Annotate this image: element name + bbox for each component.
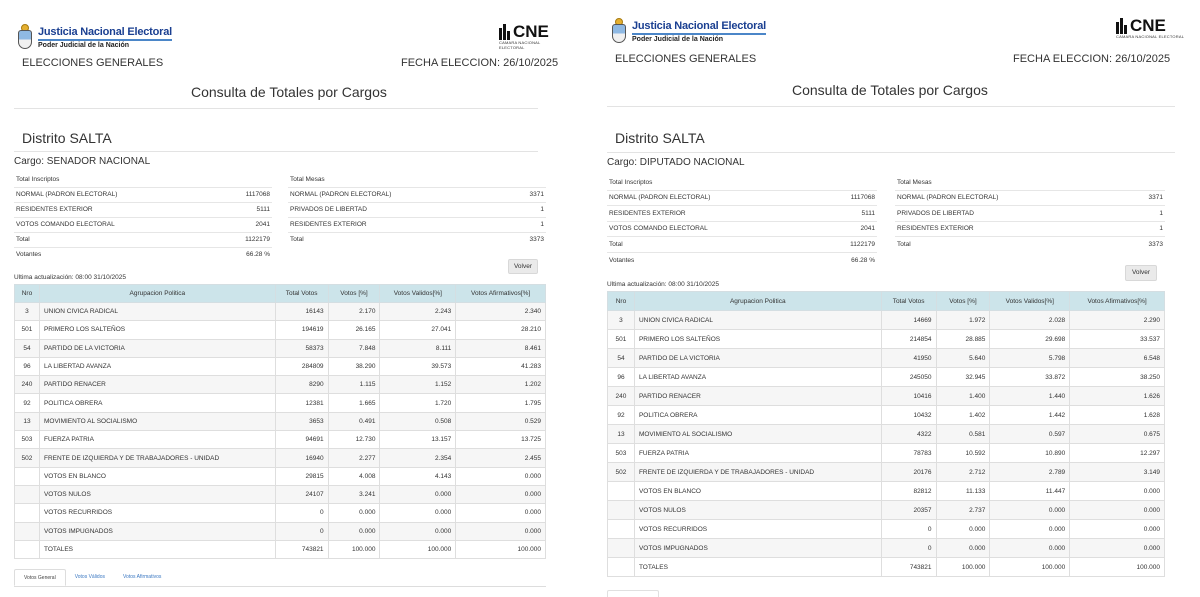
cell-votos-pct: 100.000 <box>328 540 380 558</box>
elecciones-label: ELECCIONES GENERALES <box>615 53 757 65</box>
cell-votos-validos: 0.000 <box>380 485 456 503</box>
table-row <box>15 485 546 503</box>
cell-votos-afirmativos: 13.725 <box>456 431 546 449</box>
cell-votos-pct: 11.133 <box>936 482 990 501</box>
inscriptos-value: 1122179 <box>217 232 272 247</box>
cell-votos-pct: 3.241 <box>328 485 380 503</box>
col-votos-validos[interactable]: Votos Validos[%] <box>380 285 456 303</box>
table-row <box>15 357 546 375</box>
panel-diputado <box>595 0 1200 597</box>
cell-votos-pct: 10.592 <box>936 444 990 463</box>
mesas-value: 3371 <box>1125 190 1165 206</box>
col-agrupacion[interactable]: Agrupacion Politica <box>39 285 275 303</box>
cell-votos-afirmativos: 12.297 <box>1070 444 1165 463</box>
cell-votos-validos: 2.243 <box>380 303 456 321</box>
results-table <box>14 284 546 559</box>
mesas-label: RESIDENTES EXTERIOR <box>895 221 1125 237</box>
cell-votos-pct: 1.972 <box>936 311 990 330</box>
ultima-actualizacion: Ultima actualización: 08:00 31/10/2025 <box>14 274 127 281</box>
cell-agrupacion: VOTOS EN BLANCO <box>634 482 881 501</box>
cne-bars-icon <box>499 24 511 40</box>
cell-total-votos: 82812 <box>881 482 936 501</box>
cell-votos-validos: 1.720 <box>380 394 456 412</box>
inscriptos-value: 1117068 <box>819 190 877 206</box>
cell-votos-afirmativos: 0.000 <box>456 504 546 522</box>
cell-total-votos: 29815 <box>275 467 328 485</box>
votantes-value: 66.28 % <box>819 252 877 268</box>
col-nro[interactable]: Nro <box>608 292 635 311</box>
cell-agrupacion: POLITICA OBRERA <box>39 394 275 412</box>
cell-votos-afirmativos: 0.000 <box>456 522 546 540</box>
cell-votos-pct: 38.290 <box>328 357 380 375</box>
inscriptos-label: Total <box>14 232 217 247</box>
cell-total-votos: 214854 <box>881 330 936 349</box>
cell-total-votos: 10432 <box>881 406 936 425</box>
cell-votos-afirmativos: 0.000 <box>456 485 546 503</box>
cne-label: CNE <box>1130 16 1166 35</box>
cell-votos-pct: 12.730 <box>328 431 380 449</box>
cell-votos-afirmativos: 0.000 <box>1070 520 1165 539</box>
jne-logo <box>609 18 766 45</box>
divider <box>14 108 538 109</box>
cell-nro: 13 <box>15 412 40 430</box>
cell-votos-afirmativos: 8.461 <box>456 339 546 357</box>
inscriptos-value: 1122179 <box>819 237 877 253</box>
cell-votos-afirmativos: 41.283 <box>456 357 546 375</box>
cell-nro: 13 <box>608 425 635 444</box>
votantes-label: Votantes <box>607 252 819 268</box>
org-subtitle: Poder Judicial de la Nación <box>632 36 724 43</box>
cell-votos-pct: 2.277 <box>328 449 380 467</box>
mesas-label: PRIVADOS DE LIBERTAD <box>288 202 508 217</box>
cell-votos-pct: 1.400 <box>936 387 990 406</box>
cell-agrupacion: UNION CIVICA RADICAL <box>634 311 881 330</box>
cell-votos-pct: 0.581 <box>936 425 990 444</box>
cell-votos-pct: 7.848 <box>328 339 380 357</box>
cell-agrupacion: VOTOS RECURRIDOS <box>39 504 275 522</box>
inscriptos-label: VOTOS COMANDO ELECTORAL <box>14 217 217 232</box>
cell-nro: 240 <box>15 376 40 394</box>
table-row <box>608 482 1165 501</box>
table-row <box>15 504 546 522</box>
cell-votos-afirmativos: 6.548 <box>1070 349 1165 368</box>
cell-votos-validos: 29.698 <box>990 330 1070 349</box>
cell-nro: 3 <box>608 311 635 330</box>
table-row <box>15 467 546 485</box>
cell-votos-pct: 2.170 <box>328 303 380 321</box>
cell-agrupacion: MOVIMIENTO AL SOCIALISMO <box>39 412 275 430</box>
cell-agrupacion: FRENTE DE IZQUIERDA Y DE TRABAJADORES - UNIDAD <box>634 463 881 482</box>
table-row <box>15 376 546 394</box>
mesas-label: Total <box>895 237 1125 253</box>
cne-subtitle: CAMARA NACIONAL ELECTORAL <box>499 40 541 50</box>
cell-total-votos: 4322 <box>881 425 936 444</box>
cell-votos-afirmativos: 0.000 <box>1070 539 1165 558</box>
cell-nro <box>15 540 40 558</box>
cell-total-votos: 245050 <box>881 368 936 387</box>
inscriptos-value: 5111 <box>217 202 272 217</box>
inscriptos-table <box>14 173 272 262</box>
col-total-votos[interactable]: Total Votos <box>881 292 936 311</box>
cell-votos-validos: 5.798 <box>990 349 1070 368</box>
cell-votos-afirmativos: 0.000 <box>1070 501 1165 520</box>
cell-nro: 54 <box>15 339 40 357</box>
totals-row <box>608 558 1165 577</box>
cell-votos-validos: 0.000 <box>990 539 1070 558</box>
cell-nro: 503 <box>15 431 40 449</box>
inscriptos-label: NORMAL (PADRON ELECTORAL) <box>607 190 819 206</box>
cell-total-votos: 16143 <box>275 303 328 321</box>
fecha-eleccion: FECHA ELECCION: 26/10/2025 <box>401 57 559 69</box>
cell-agrupacion: POLITICA OBRERA <box>634 406 881 425</box>
cell-agrupacion: UNION CIVICA RADICAL <box>39 303 275 321</box>
divider <box>607 152 1175 153</box>
mesas-value: 1 <box>508 202 546 217</box>
cell-total-votos: 3653 <box>275 412 328 430</box>
cell-total-votos: 284809 <box>275 357 328 375</box>
cell-total-votos: 194619 <box>275 321 328 339</box>
inscriptos-label: RESIDENTES EXTERIOR <box>607 206 819 222</box>
results-table <box>607 291 1165 577</box>
cell-votos-afirmativos: 3.149 <box>1070 463 1165 482</box>
cell-agrupacion: VOTOS RECURRIDOS <box>634 520 881 539</box>
cell-total-votos: 743821 <box>881 558 936 577</box>
jne-logo <box>15 24 172 51</box>
tab-votos-afirmativos[interactable]: Votos Afirmativos <box>123 574 162 580</box>
elecciones-label: ELECCIONES GENERALES <box>22 57 164 69</box>
cell-agrupacion: TOTALES <box>39 540 275 558</box>
inscriptos-value: 5111 <box>819 206 877 222</box>
cell-total-votos: 94691 <box>275 431 328 449</box>
cell-votos-pct: 1.115 <box>328 376 380 394</box>
col-agrupacion[interactable]: Agrupacion Politica <box>634 292 881 311</box>
inscriptos-table <box>607 175 877 268</box>
table-row <box>608 539 1165 558</box>
cne-logo <box>1116 17 1184 39</box>
cell-total-votos: 58373 <box>275 339 328 357</box>
cell-votos-afirmativos: 0.000 <box>456 467 546 485</box>
cell-total-votos: 78783 <box>881 444 936 463</box>
cell-votos-pct: 1.665 <box>328 394 380 412</box>
mesas-value: 3373 <box>508 232 546 247</box>
distrito-title: Distrito SALTA <box>615 130 705 146</box>
cell-nro: 96 <box>15 357 40 375</box>
cell-agrupacion: FUERZA PATRIA <box>634 444 881 463</box>
table-row <box>15 412 546 430</box>
inscriptos-value: 1117068 <box>217 187 272 202</box>
tab-stub[interactable] <box>607 590 659 597</box>
inscriptos-value: 2041 <box>819 221 877 237</box>
cell-votos-validos: 2.354 <box>380 449 456 467</box>
cell-votos-afirmativos: 2.455 <box>456 449 546 467</box>
cell-nro <box>15 504 40 522</box>
cell-votos-validos: 0.597 <box>990 425 1070 444</box>
cell-agrupacion: FUERZA PATRIA <box>39 431 275 449</box>
distrito-title: Distrito SALTA <box>22 130 112 146</box>
mesas-label: Total <box>288 232 508 247</box>
cell-agrupacion: VOTOS NULOS <box>39 485 275 503</box>
cell-votos-afirmativos: 38.250 <box>1070 368 1165 387</box>
table-row <box>15 303 546 321</box>
cell-votos-validos: 0.000 <box>380 504 456 522</box>
table-row <box>608 368 1165 387</box>
cell-votos-afirmativos: 1.628 <box>1070 406 1165 425</box>
cell-votos-validos: 2.028 <box>990 311 1070 330</box>
cell-nro <box>15 485 40 503</box>
cell-votos-pct: 0.000 <box>936 520 990 539</box>
table-row <box>15 394 546 412</box>
volver-button[interactable]: Volver <box>508 259 538 274</box>
cell-agrupacion: PARTIDO RENACER <box>634 387 881 406</box>
inscriptos-label: VOTOS COMANDO ELECTORAL <box>607 221 819 237</box>
col-nro[interactable]: Nro <box>15 285 40 303</box>
cell-votos-afirmativos: 1.795 <box>456 394 546 412</box>
cell-total-votos: 0 <box>275 522 328 540</box>
cell-votos-pct: 5.640 <box>936 349 990 368</box>
cargo-title: Cargo: SENADOR NACIONAL <box>14 156 151 167</box>
inscriptos-value: 2041 <box>217 217 272 232</box>
org-subtitle: Poder Judicial de la Nación <box>38 42 130 49</box>
mesas-value: 3373 <box>1125 237 1165 253</box>
cell-total-votos: 10416 <box>881 387 936 406</box>
cell-votos-afirmativos: 33.537 <box>1070 330 1165 349</box>
cell-votos-pct: 1.402 <box>936 406 990 425</box>
cell-votos-validos: 33.872 <box>990 368 1070 387</box>
cell-votos-pct: 100.000 <box>936 558 990 577</box>
cell-nro <box>608 501 635 520</box>
cell-nro: 54 <box>608 349 635 368</box>
votantes-label: Votantes <box>14 247 217 262</box>
mesas-title: Total Mesas <box>897 178 932 186</box>
col-total-votos[interactable]: Total Votos <box>275 285 328 303</box>
cell-votos-validos: 4.143 <box>380 467 456 485</box>
cell-votos-afirmativos: 1.626 <box>1070 387 1165 406</box>
mesas-value: 1 <box>1125 221 1165 237</box>
cell-agrupacion: FRENTE DE IZQUIERDA Y DE TRABAJADORES - UNIDAD <box>39 449 275 467</box>
cell-total-votos: 14669 <box>881 311 936 330</box>
cell-agrupacion: PARTIDO DE LA VICTORIA <box>634 349 881 368</box>
cell-agrupacion: TOTALES <box>634 558 881 577</box>
cell-agrupacion: LA LIBERTAD AVANZA <box>634 368 881 387</box>
table-row <box>15 449 546 467</box>
table-row <box>608 349 1165 368</box>
mesas-label: RESIDENTES EXTERIOR <box>288 217 508 232</box>
coat-of-arms-icon <box>15 24 35 51</box>
cell-votos-validos: 8.111 <box>380 339 456 357</box>
cell-total-votos: 20357 <box>881 501 936 520</box>
divider <box>14 151 538 152</box>
cell-agrupacion: VOTOS NULOS <box>634 501 881 520</box>
cell-votos-validos: 0.000 <box>380 522 456 540</box>
inscriptos-label: RESIDENTES EXTERIOR <box>14 202 217 217</box>
table-row <box>608 463 1165 482</box>
table-row <box>608 387 1165 406</box>
mesas-label: NORMAL (PADRON ELECTORAL) <box>288 187 508 202</box>
cell-nro: 96 <box>608 368 635 387</box>
cargo-title: Cargo: DIPUTADO NACIONAL <box>607 157 745 168</box>
cell-votos-pct: 2.737 <box>936 501 990 520</box>
cell-votos-afirmativos: 1.202 <box>456 376 546 394</box>
cell-total-votos: 20176 <box>881 463 936 482</box>
cell-votos-afirmativos: 0.000 <box>1070 482 1165 501</box>
cell-votos-pct: 4.008 <box>328 467 380 485</box>
page-title: Consulta de Totales por Cargos <box>792 82 988 98</box>
cell-agrupacion: VOTOS IMPUGNADOS <box>39 522 275 540</box>
org-name: Justicia Nacional Electoral <box>38 26 172 38</box>
col-votos-pct[interactable]: Votos [%] <box>936 292 990 311</box>
cell-nro <box>608 520 635 539</box>
cell-votos-afirmativos: 28.210 <box>456 321 546 339</box>
mesas-value: 1 <box>1125 206 1165 222</box>
inscriptos-label: Total <box>607 237 819 253</box>
inscriptos-title: Total Inscriptos <box>16 176 60 184</box>
cell-total-votos: 743821 <box>275 540 328 558</box>
mesas-label: NORMAL (PADRON ELECTORAL) <box>895 190 1125 206</box>
cell-total-votos: 8290 <box>275 376 328 394</box>
cell-nro: 503 <box>608 444 635 463</box>
ultima-actualizacion: Ultima actualización: 08:00 31/10/2025 <box>607 281 720 288</box>
fecha-eleccion: FECHA ELECCION: 26/10/2025 <box>1013 53 1171 65</box>
cell-agrupacion: PARTIDO DE LA VICTORIA <box>39 339 275 357</box>
col-votos-afirmativos[interactable]: Votos Afirmativos[%] <box>456 285 546 303</box>
mesas-value: 3371 <box>508 187 546 202</box>
cell-total-votos: 41950 <box>881 349 936 368</box>
inscriptos-title: Total Inscriptos <box>609 178 653 186</box>
cell-nro: 502 <box>15 449 40 467</box>
cell-nro: 92 <box>15 394 40 412</box>
table-row <box>608 330 1165 349</box>
cell-votos-pct: 26.165 <box>328 321 380 339</box>
cell-nro <box>15 522 40 540</box>
cell-votos-pct: 28.885 <box>936 330 990 349</box>
table-row <box>608 311 1165 330</box>
table-row <box>608 406 1165 425</box>
cell-votos-validos: 11.447 <box>990 482 1070 501</box>
cell-votos-validos: 13.157 <box>380 431 456 449</box>
panel-senador <box>0 0 560 597</box>
cell-votos-validos: 100.000 <box>380 540 456 558</box>
col-votos-validos[interactable]: Votos Validos[%] <box>990 292 1070 311</box>
cell-votos-afirmativos: 0.529 <box>456 412 546 430</box>
cell-total-votos: 16940 <box>275 449 328 467</box>
cell-nro: 92 <box>608 406 635 425</box>
tab-votos-general[interactable]: Votos General <box>14 569 66 586</box>
cell-votos-validos: 1.440 <box>990 387 1070 406</box>
cne-label: CNE <box>513 22 549 41</box>
table-row <box>15 431 546 449</box>
votantes-value: 66.28 % <box>217 247 272 262</box>
result-tabs <box>14 569 546 587</box>
cell-total-votos: 24107 <box>275 485 328 503</box>
mesas-table <box>288 173 546 247</box>
col-votos-afirmativos[interactable]: Votos Afirmativos[%] <box>1070 292 1165 311</box>
cell-votos-afirmativos: 2.340 <box>456 303 546 321</box>
cell-votos-afirmativos: 100.000 <box>1070 558 1165 577</box>
cell-agrupacion: LA LIBERTAD AVANZA <box>39 357 275 375</box>
cell-nro <box>608 558 635 577</box>
cell-votos-validos: 39.573 <box>380 357 456 375</box>
page-title: Consulta de Totales por Cargos <box>191 84 387 100</box>
cell-votos-validos: 2.789 <box>990 463 1070 482</box>
cell-agrupacion: VOTOS EN BLANCO <box>39 467 275 485</box>
cell-votos-afirmativos: 100.000 <box>456 540 546 558</box>
cell-votos-validos: 0.000 <box>990 501 1070 520</box>
cell-votos-validos: 1.152 <box>380 376 456 394</box>
cne-bars-icon <box>1116 18 1128 34</box>
cne-logo <box>499 23 560 50</box>
cell-votos-validos: 0.000 <box>990 520 1070 539</box>
cell-votos-pct: 0.000 <box>328 522 380 540</box>
cell-votos-validos: 10.890 <box>990 444 1070 463</box>
inscriptos-label: NORMAL (PADRON ELECTORAL) <box>14 187 217 202</box>
table-row <box>608 444 1165 463</box>
cell-votos-pct: 2.712 <box>936 463 990 482</box>
cell-agrupacion: PRIMERO LOS SALTEÑOS <box>634 330 881 349</box>
cell-nro <box>15 467 40 485</box>
cell-nro <box>608 482 635 501</box>
cell-votos-pct: 0.000 <box>936 539 990 558</box>
cell-votos-validos: 100.000 <box>990 558 1070 577</box>
org-name: Justicia Nacional Electoral <box>632 20 766 32</box>
table-row <box>608 520 1165 539</box>
cell-votos-pct: 0.491 <box>328 412 380 430</box>
cell-nro: 502 <box>608 463 635 482</box>
mesas-title: Total Mesas <box>290 176 325 184</box>
tab-votos-validos[interactable]: Votos Válidos <box>74 574 105 580</box>
coat-of-arms-icon <box>609 18 629 45</box>
cell-total-votos: 0 <box>881 539 936 558</box>
cell-total-votos: 12381 <box>275 394 328 412</box>
cell-votos-pct: 32.945 <box>936 368 990 387</box>
cell-votos-validos: 27.041 <box>380 321 456 339</box>
volver-button[interactable]: Volver <box>1125 265 1157 281</box>
cell-nro <box>608 539 635 558</box>
cell-votos-afirmativos: 0.675 <box>1070 425 1165 444</box>
cell-total-votos: 0 <box>881 520 936 539</box>
cell-agrupacion: PARTIDO RENACER <box>39 376 275 394</box>
cell-nro: 3 <box>15 303 40 321</box>
cell-agrupacion: PRIMERO LOS SALTEÑOS <box>39 321 275 339</box>
cell-votos-afirmativos: 2.290 <box>1070 311 1165 330</box>
cell-votos-validos: 0.508 <box>380 412 456 430</box>
cell-votos-validos: 1.442 <box>990 406 1070 425</box>
cell-nro: 501 <box>608 330 635 349</box>
mesas-table <box>895 175 1165 252</box>
cell-agrupacion: VOTOS IMPUGNADOS <box>634 539 881 558</box>
col-votos-pct[interactable]: Votos [%] <box>328 285 380 303</box>
table-row <box>608 425 1165 444</box>
table-row <box>608 501 1165 520</box>
cell-total-votos: 0 <box>275 504 328 522</box>
cell-votos-pct: 0.000 <box>328 504 380 522</box>
mesas-label: PRIVADOS DE LIBERTAD <box>895 206 1125 222</box>
totals-row <box>15 540 546 558</box>
cell-agrupacion: MOVIMIENTO AL SOCIALISMO <box>634 425 881 444</box>
cell-nro: 501 <box>15 321 40 339</box>
cne-subtitle: CAMARA NACIONAL ELECTORAL <box>1116 34 1185 39</box>
mesas-value: 1 <box>508 217 546 232</box>
divider <box>607 106 1175 107</box>
table-row <box>15 522 546 540</box>
table-row <box>15 339 546 357</box>
cell-nro: 240 <box>608 387 635 406</box>
table-row <box>15 321 546 339</box>
